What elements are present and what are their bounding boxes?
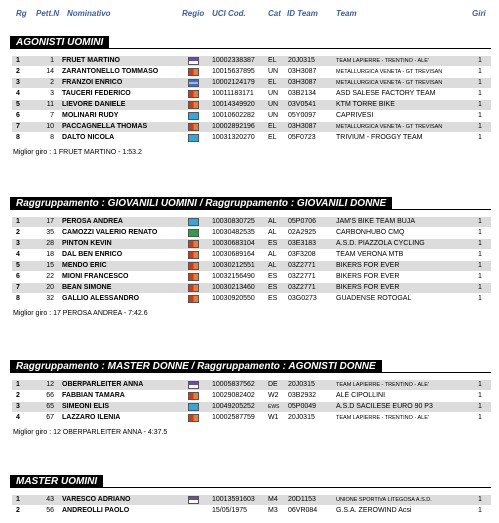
table-row xyxy=(12,413,491,423)
region-flag-purple-icon xyxy=(188,496,199,504)
rank-cell: 5 xyxy=(16,262,20,269)
uci-code-cell: 10030213460 xyxy=(212,284,255,291)
uci-code-cell: 10029082402 xyxy=(212,392,255,399)
uci-code-cell: 10030689164 xyxy=(212,251,255,258)
bib-cell: 14 xyxy=(46,68,54,75)
rider-name-cell: FABBIAN TAMARA xyxy=(62,392,125,399)
bib-cell: 7 xyxy=(50,112,54,119)
rank-cell: 3 xyxy=(16,403,20,410)
laps-cell: 1 xyxy=(478,229,482,236)
region-flag-icon xyxy=(188,123,199,131)
bib-cell: 66 xyxy=(46,392,54,399)
best-lap-note: Miglior giro : 17 PEROSA ANDREA - 7:42.6 xyxy=(13,310,148,317)
team-id-cell: 05P0049 xyxy=(288,403,317,410)
rider-name-cell: FRUET MARTINO xyxy=(62,57,120,64)
team-cell: METALLURGICA VENETA - GT TREVISAN xyxy=(336,124,443,130)
category-cell: AL xyxy=(268,251,277,258)
team-cell: ALÈ CIPOLLINI xyxy=(336,392,386,399)
header-rg: Rg xyxy=(16,9,27,18)
best-lap-note: Miglior giro : 12 OBERPARLEITER ANNA - 4:37.5 xyxy=(13,429,168,436)
rider-name-cell: PACCAGNELLA THOMAS xyxy=(62,123,148,130)
table-row xyxy=(12,495,491,505)
column-header-row xyxy=(0,9,499,21)
rider-name-cell: PEROSA ANDREA xyxy=(62,218,123,225)
rider-name-cell: PINTON KEVIN xyxy=(62,240,112,247)
bib-cell: 17 xyxy=(46,218,54,225)
team-cell: BIKERS FOR EVER xyxy=(336,273,400,280)
region-flag-red-icon xyxy=(188,273,199,281)
rank-cell: 2 xyxy=(16,392,20,399)
team-id-cell: 05Y0097 xyxy=(288,112,317,119)
uci-code-cell: 10032156490 xyxy=(212,273,255,280)
rank-cell: 2 xyxy=(16,229,20,236)
uci-code-cell: 10002124179 xyxy=(212,79,255,86)
laps-cell: 1 xyxy=(478,507,482,514)
team-cell: G.S.A. ZEROWIND Acsi xyxy=(336,507,412,514)
region-flag-cyan-icon xyxy=(188,218,199,226)
bib-cell: 8 xyxy=(50,134,54,141)
team-cell: METALLURGICA VENETA - GT TREVISAN xyxy=(336,80,443,86)
laps-cell: 1 xyxy=(478,79,482,86)
region-flag-green-icon xyxy=(188,229,199,237)
rider-name-cell: SIMEONI ELIS xyxy=(62,403,110,410)
team-id-cell: 20J0315 xyxy=(288,414,315,421)
category-cell: AL xyxy=(268,262,277,269)
rider-name-cell: CAMOZZI VALERIO RENATO xyxy=(62,229,158,236)
region-flag-icon xyxy=(188,79,199,87)
team-id-cell: 03H3087 xyxy=(288,123,317,130)
laps-cell: 1 xyxy=(478,414,482,421)
laps-cell: 1 xyxy=(478,403,482,410)
table-row xyxy=(12,217,491,227)
uci-code-cell: 10011183171 xyxy=(212,90,254,97)
header-nominativo: Nominativo xyxy=(67,9,111,18)
rank-cell: 2 xyxy=(16,68,20,75)
table-row xyxy=(12,100,491,110)
region-flag-icon xyxy=(188,284,199,292)
rank-cell: 6 xyxy=(16,112,20,119)
region-flag-cyan-icon xyxy=(188,403,199,411)
region-flag-purple-icon xyxy=(188,57,199,65)
laps-cell: 1 xyxy=(478,381,482,388)
region-flag-red-icon xyxy=(188,284,199,292)
team-cell: JAM'S BIKE TEAM BUJA xyxy=(336,218,416,225)
category-cell: EWS xyxy=(268,404,280,410)
team-id-cell: 03G0273 xyxy=(288,295,317,302)
category-cell: EL xyxy=(268,123,277,130)
region-flag-icon xyxy=(188,229,199,237)
uci-code-cell: 10010602282 xyxy=(212,112,255,119)
bib-cell: 15 xyxy=(46,262,54,269)
uci-code-cell: 10005837562 xyxy=(212,381,255,388)
uci-code-cell: 15/05/1975 xyxy=(212,507,248,514)
table-row xyxy=(12,56,491,66)
region-flag-icon xyxy=(188,240,199,248)
region-flag-red-icon xyxy=(188,240,199,248)
team-id-cell: 03Z2771 xyxy=(288,284,316,291)
section-divider xyxy=(10,372,491,373)
rank-cell: 1 xyxy=(16,57,20,64)
region-flag-icon xyxy=(188,90,199,98)
uci-code-cell: 10030482535 xyxy=(212,229,255,236)
team-id-cell: 03Z2771 xyxy=(288,262,316,269)
region-flag-blue-icon xyxy=(188,79,199,87)
rank-cell: 7 xyxy=(16,123,20,130)
rider-name-cell: MOLINARI RUDY xyxy=(62,112,119,119)
team-id-cell: 05P0706 xyxy=(288,218,317,225)
table-row xyxy=(12,283,491,293)
laps-cell: 1 xyxy=(478,90,482,97)
team-cell: GUADENSE ROTOGAL xyxy=(336,295,412,302)
region-flag-red-icon xyxy=(188,414,199,422)
laps-cell: 1 xyxy=(478,112,482,119)
uci-code-cell: 10014349920 xyxy=(212,101,255,108)
category-cell: UN xyxy=(268,112,279,119)
rider-name-cell: FRANZOI ENRICO xyxy=(62,79,123,86)
rider-name-cell: GALLIO ALESSANDRO xyxy=(62,295,140,302)
team-cell: A.S.D. PIAZZOLA CYCLING xyxy=(336,240,425,247)
region-flag-icon xyxy=(188,134,199,142)
region-flag-icon xyxy=(188,68,199,76)
laps-cell: 1 xyxy=(478,240,482,247)
team-id-cell: 03Z2771 xyxy=(288,273,316,280)
table-row xyxy=(12,294,491,304)
bib-cell: 28 xyxy=(46,240,54,247)
region-flag-red-icon xyxy=(188,262,199,270)
category-cell: AL xyxy=(268,229,277,236)
team-id-cell: 05F0723 xyxy=(288,134,316,141)
table-row xyxy=(12,380,491,390)
team-id-cell: 20D1153 xyxy=(288,496,316,503)
category-cell: W2 xyxy=(268,392,279,399)
table-row xyxy=(12,78,491,88)
region-flag-icon xyxy=(188,273,199,281)
bib-cell: 11 xyxy=(46,101,54,108)
laps-cell: 1 xyxy=(478,392,482,399)
team-cell: BIKERS FOR EVER xyxy=(336,284,400,291)
laps-cell: 1 xyxy=(478,134,482,141)
bib-cell: 22 xyxy=(46,273,54,280)
table-row xyxy=(12,133,491,143)
uci-code-cell: 10002892196 xyxy=(212,123,255,130)
laps-cell: 1 xyxy=(478,262,482,269)
header-cat: Cat xyxy=(268,9,281,18)
table-row xyxy=(12,506,491,516)
rank-cell: 2 xyxy=(16,507,20,514)
region-flag-icon xyxy=(188,101,199,109)
category-cell: EL xyxy=(268,134,277,141)
region-flag-purple-icon xyxy=(188,381,199,389)
region-flag-icon xyxy=(188,414,199,422)
category-cell: UN xyxy=(268,68,279,75)
region-flag-icon xyxy=(188,381,199,389)
category-cell: EL xyxy=(268,57,277,64)
team-cell: UNIONE SPORTIVA LITEGOSA A.S.D. xyxy=(336,497,432,503)
bib-cell: 1 xyxy=(50,57,54,64)
rider-name-cell: LAZZARO ILENIA xyxy=(62,414,121,421)
best-lap-note: Miglior giro : 1 FRUET MARTINO - 1:53.2 xyxy=(13,149,142,156)
category-cell: UN xyxy=(268,90,279,97)
team-cell: TEAM VERONA MTB xyxy=(336,251,404,258)
uci-code-cell: 10013591603 xyxy=(212,496,255,503)
region-flag-red-icon xyxy=(188,68,199,76)
table-row xyxy=(12,111,491,121)
team-id-cell: 03H3087 xyxy=(288,79,317,86)
rider-name-cell: ZARANTONELLO TOMMASO xyxy=(62,68,159,75)
category-cell: ES xyxy=(268,240,278,247)
category-cell: ES xyxy=(268,273,278,280)
rider-name-cell: LIEVORE DANIELE xyxy=(62,101,126,108)
region-flag-icon xyxy=(188,496,199,504)
region-flag-icon xyxy=(188,112,199,120)
region-flag-icon xyxy=(188,57,199,65)
region-flag-red-icon xyxy=(188,101,199,109)
table-row xyxy=(12,402,491,412)
uci-code-cell: 10049205252 xyxy=(212,403,255,410)
region-flag-icon xyxy=(188,403,199,411)
team-id-cell: 06VR084 xyxy=(288,507,318,514)
table-row xyxy=(12,250,491,260)
region-flag-icon xyxy=(188,218,199,226)
team-cell: A.S.D SACILESE EURO 90 P3 xyxy=(336,403,433,410)
uci-code-cell: 10002587759 xyxy=(212,414,255,421)
bib-cell: 56 xyxy=(46,507,54,514)
section-divider xyxy=(10,209,491,210)
rank-cell: 1 xyxy=(16,218,20,225)
header-regio: Regio xyxy=(182,9,205,18)
region-flag-icon xyxy=(188,251,199,259)
team-cell: BIKERS FOR EVER xyxy=(336,262,400,269)
region-flag-red-icon xyxy=(188,295,199,303)
rider-name-cell: MENDO ERIC xyxy=(62,262,107,269)
uci-code-cell: 10002338387 xyxy=(212,57,255,64)
uci-code-cell: 10030212551 xyxy=(212,262,255,269)
team-cell: CAPRIVESI xyxy=(336,112,374,119)
bib-cell: 3 xyxy=(50,90,54,97)
category-cell: M4 xyxy=(268,496,278,503)
team-cell: ASD SALESE FACTORY TEAM xyxy=(336,90,436,97)
bib-cell: 43 xyxy=(46,496,54,503)
laps-cell: 1 xyxy=(478,295,482,302)
team-id-cell: 20J0315 xyxy=(288,381,315,388)
rider-name-cell: VARESCO ADRIANO xyxy=(62,496,131,503)
rank-cell: 7 xyxy=(16,284,20,291)
laps-cell: 1 xyxy=(478,68,482,75)
header-uci: UCI Cod. xyxy=(212,9,246,18)
rank-cell: 1 xyxy=(16,496,20,503)
rank-cell: 4 xyxy=(16,90,20,97)
table-row xyxy=(12,272,491,282)
rank-cell: 4 xyxy=(16,251,20,258)
category-cell: AL xyxy=(268,218,277,225)
team-id-cell: 03B2932 xyxy=(288,392,317,399)
table-row xyxy=(12,239,491,249)
rank-cell: 3 xyxy=(16,240,20,247)
bib-cell: 67 xyxy=(46,414,54,421)
uci-code-cell: 10030830725 xyxy=(212,218,255,225)
category-cell: W1 xyxy=(268,414,279,421)
team-cell: KTM TORRE BIKE xyxy=(336,101,395,108)
bib-cell: 12 xyxy=(46,381,54,388)
table-row xyxy=(12,261,491,271)
region-flag-red-icon xyxy=(188,90,199,98)
laps-cell: 1 xyxy=(478,57,482,64)
table-row xyxy=(12,228,491,238)
category-cell: UN xyxy=(268,101,279,108)
table-row xyxy=(12,67,491,77)
team-cell: METALLURGICA VENETA - GT TREVISAN xyxy=(336,69,443,75)
section-title: Raggruppamento : MASTER DONNE / Raggruppamento : AGONISTI DONNE xyxy=(10,360,382,373)
section-divider xyxy=(10,48,491,49)
bib-cell: 20 xyxy=(46,284,54,291)
category-cell: DE xyxy=(268,381,278,388)
header-pett: Pett.N xyxy=(36,9,60,18)
section-title: Raggruppamento : GIOVANILI UOMINI / Raggruppamento : GIOVANILI DONNE xyxy=(10,197,392,210)
category-cell: M3 xyxy=(268,507,278,514)
section-title: AGONISTI UOMINI xyxy=(10,36,109,49)
rank-cell: 4 xyxy=(16,414,20,421)
header-id-team: ID Team xyxy=(287,9,318,18)
rank-cell: 5 xyxy=(16,101,20,108)
table-row xyxy=(12,391,491,401)
laps-cell: 1 xyxy=(478,123,482,130)
rider-name-cell: DAL BEN ENRICO xyxy=(62,251,123,258)
team-cell: TEAM LAPIERRE - TRENTINO - ALE' xyxy=(336,415,429,421)
team-id-cell: 03V0541 xyxy=(288,101,317,108)
region-flag-red-icon xyxy=(188,392,199,400)
team-id-cell: 20J0315 xyxy=(288,57,315,64)
laps-cell: 1 xyxy=(478,251,482,258)
header-giri: Giri xyxy=(472,9,486,18)
rider-name-cell: MIONI FRANCESCO xyxy=(62,273,129,280)
rank-cell: 6 xyxy=(16,273,20,280)
uci-code-cell: 10030683104 xyxy=(212,240,255,247)
region-flag-icon xyxy=(188,392,199,400)
category-cell: ES xyxy=(268,284,278,291)
uci-code-cell: 10030920550 xyxy=(212,295,255,302)
team-id-cell: 03E3183 xyxy=(288,240,317,247)
laps-cell: 1 xyxy=(478,101,482,108)
team-id-cell: 03B2134 xyxy=(288,90,317,97)
section-title: MASTER UOMINI xyxy=(10,475,103,488)
region-flag-cyan-icon xyxy=(188,112,199,120)
rank-cell: 8 xyxy=(16,134,20,141)
laps-cell: 1 xyxy=(478,284,482,291)
rank-cell: 8 xyxy=(16,295,20,302)
bib-cell: 2 xyxy=(50,79,54,86)
bib-cell: 65 xyxy=(46,403,54,410)
region-flag-icon xyxy=(188,262,199,270)
team-id-cell: 03H3087 xyxy=(288,68,317,75)
rank-cell: 1 xyxy=(16,381,20,388)
region-flag-cyan-icon xyxy=(188,134,199,142)
uci-code-cell: 10031320270 xyxy=(212,134,255,141)
region-flag-icon xyxy=(188,295,199,303)
bib-cell: 18 xyxy=(46,251,54,258)
table-row xyxy=(12,89,491,99)
bib-cell: 32 xyxy=(46,295,54,302)
category-cell: ES xyxy=(268,295,278,302)
rider-name-cell: BEAN SIMONE xyxy=(62,284,112,291)
team-cell: TRIVIUM - FROGGY TEAM xyxy=(336,134,423,141)
team-id-cell: 02A2925 xyxy=(288,229,317,236)
region-flag-red-icon xyxy=(188,123,199,131)
team-cell: TEAM LAPIERRE - TRENTINO - ALE' xyxy=(336,382,429,388)
team-cell: CARBONHUBO CMQ xyxy=(336,229,405,236)
laps-cell: 1 xyxy=(478,273,482,280)
rider-name-cell: DALTO NICOLA xyxy=(62,134,115,141)
rider-name-cell: TAUCERI FEDERICO xyxy=(62,90,131,97)
rank-cell: 3 xyxy=(16,79,20,86)
team-id-cell: 03F3208 xyxy=(288,251,316,258)
uci-code-cell: 10015637895 xyxy=(212,68,255,75)
team-cell: TEAM LAPIERRE - TRENTINO - ALE' xyxy=(336,58,429,64)
region-flag-red-icon xyxy=(188,251,199,259)
bib-cell: 35 xyxy=(46,229,54,236)
table-row xyxy=(12,122,491,132)
rider-name-cell: OBERPARLEITER ANNA xyxy=(62,381,144,388)
rider-name-cell: ANDREOLLI PAOLO xyxy=(62,507,130,514)
header-team: Team xyxy=(336,9,357,18)
section-divider xyxy=(10,487,491,488)
bib-cell: 10 xyxy=(46,123,54,130)
laps-cell: 1 xyxy=(478,218,482,225)
laps-cell: 1 xyxy=(478,496,482,503)
category-cell: EL xyxy=(268,79,277,86)
